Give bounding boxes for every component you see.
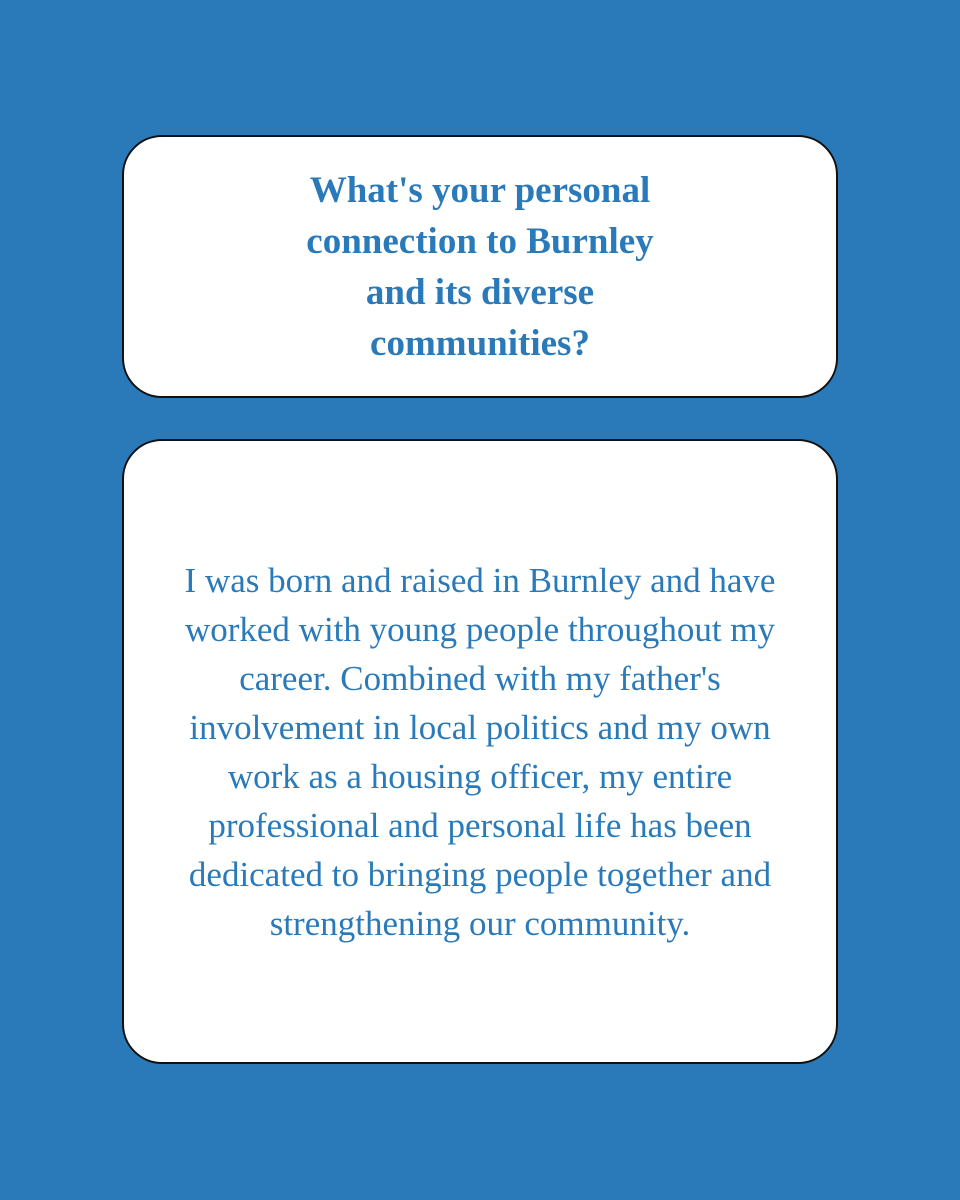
- question-heading: [306, 165, 653, 369]
- question-card: [122, 135, 838, 398]
- answer-line: worked with young people throughout my: [184, 609, 776, 649]
- question-line: connection to Burnley: [306, 220, 654, 262]
- answer-line: I was born and raised in Burnley and have: [184, 560, 776, 600]
- answer-line: career. Combined with my father's: [239, 658, 721, 698]
- question-line: and its diverse: [365, 271, 595, 313]
- answer-line: involvement in local politics and my own: [189, 707, 771, 747]
- answer-line: professional and personal life has been: [208, 805, 752, 845]
- answer-line: dedicated to bringing people together and: [188, 854, 772, 894]
- question-line: What's your personal: [309, 169, 651, 211]
- answer-line: strengthening our community.: [269, 903, 691, 943]
- question-line: communities?: [370, 322, 590, 364]
- answer-line: work as a housing officer, my entire: [227, 756, 733, 796]
- answer-card: [122, 439, 838, 1064]
- answer-paragraph: [185, 556, 776, 948]
